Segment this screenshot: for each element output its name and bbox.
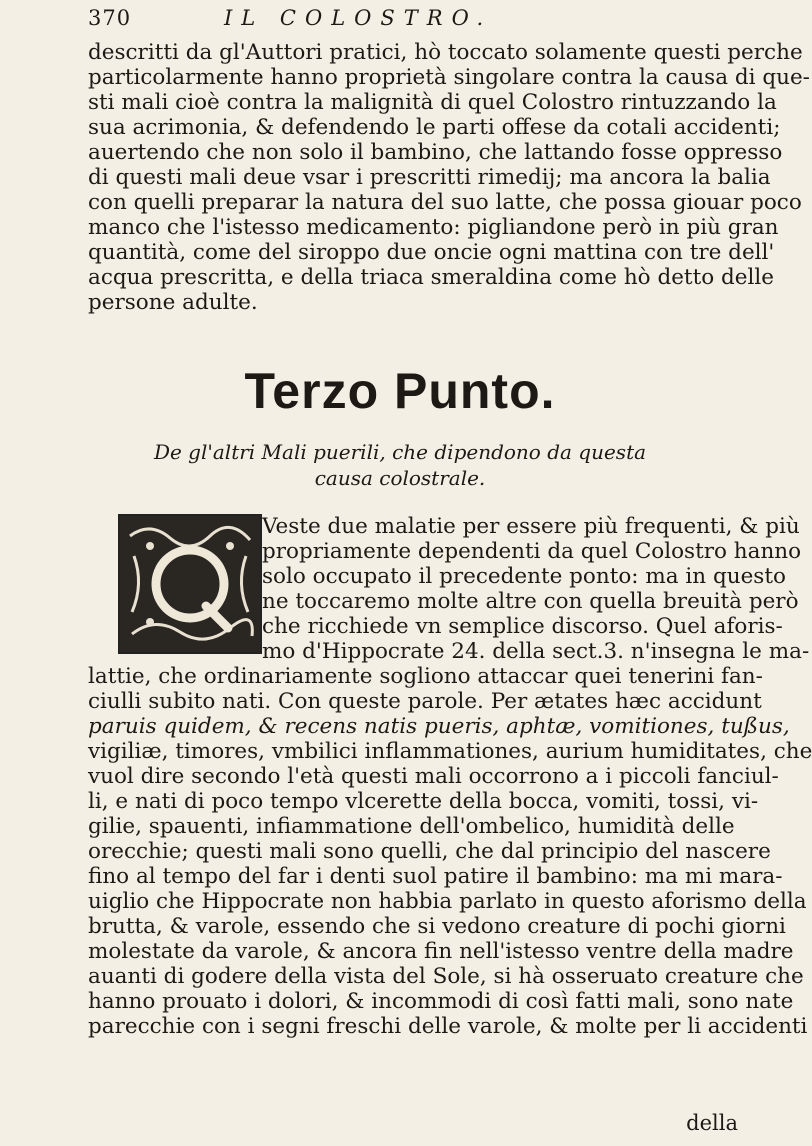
text-line: hanno prouato i dolori, & incommodi di così fatti mali, sono nate	[88, 989, 794, 1014]
text-line: orecchie; questi mali sono quelli, che dal principio del nascere	[88, 839, 771, 864]
text-line: ne toccaremo molte altre con quella breuità però	[262, 589, 799, 614]
text-line: gilie, spauenti, infiammatione dell'ombelico, humidità delle	[88, 814, 735, 839]
text-line: paruis quidem, & recens natis pueris, aphtæ, vomitiones, tußus,	[88, 714, 790, 739]
decorated-initial	[118, 514, 262, 654]
text-line: particolarmente hanno proprietà singolare contra la causa di que-	[88, 65, 810, 90]
section-subtitle: causa colostrale.	[314, 466, 486, 490]
page-header	[88, 6, 728, 36]
text-line: fino al tempo del far i denti suol patire il bambino: ma mi mara-	[88, 864, 783, 889]
text-line: uiglio che Hippocrate non habbia parlato in questo aforismo della	[88, 889, 807, 914]
text-line: Veste due malatie per essere più frequenti, & più	[262, 514, 800, 539]
text-line: li, e nati di poco tempo vlcerette della bocca, vomiti, tossi, vi-	[88, 789, 759, 814]
text-line: quantità, come del siroppo due oncie ogni mattina con tre dell'	[88, 240, 775, 265]
text-line: molestate da varole, & ancora fin nell'istesso ventre della madre	[88, 939, 794, 964]
catchword: della	[686, 1111, 738, 1135]
text-line: di questi mali deue vsar i prescritti rimedij; ma ancora la balia	[88, 165, 771, 190]
text-line: auertendo che non solo il bambino, che lattando fosse oppresso	[88, 140, 783, 165]
text-line: acqua prescritta, e della triaca smeraldina come hò detto delle	[88, 265, 774, 290]
running-title: IL COLOSTRO.	[224, 6, 493, 30]
text-line: persone adulte.	[88, 290, 258, 315]
ornament-icon	[120, 516, 260, 652]
text-line: descritti da gl'Auttori pratici, hò toccato solamente questi perche	[88, 40, 803, 65]
text-line: brutta, & varole, essendo che si vedono creature di pochi giorni	[88, 914, 786, 939]
text-line: parecchie con i segni freschi delle varole, & molte per li accidenti	[88, 1014, 808, 1039]
text-line: ciulli subito nati. Con queste parole. Per ætates hæc accidunt	[88, 689, 762, 714]
text-line: mo d'Hippocrate 24. della sect.3. n'insegna le ma-	[262, 639, 810, 664]
text-line: vuol dire secondo l'età questi mali occorrono a i piccoli fanciul-	[88, 764, 779, 789]
text-line: solo occupato il precedente ponto: ma in questo	[262, 564, 786, 589]
page-number: 370	[88, 6, 132, 30]
text-line: sti mali cioè contra la malignità di quel Colostro rintuzzando la	[88, 90, 777, 115]
section-subtitle: De gl'altri Mali puerili, che dipendono da questa	[153, 440, 647, 464]
text-line: propriamente dependenti da quel Colostro hanno	[262, 539, 802, 564]
text-line: vigiliæ, timores, vmbilici inflammationes, aurium humiditates, che	[88, 739, 812, 764]
section-title: Terzo Punto.	[244, 363, 556, 419]
text-line: con quelli preparar la natura del suo latte, che possa giouar poco	[88, 190, 802, 215]
text-line: manco che l'istesso medicamento: pigliandone però in più gran	[88, 215, 779, 240]
text-line: che ricchiede vn semplice discorso. Quel aforis-	[262, 614, 783, 639]
text-line: lattie, che ordinariamente sogliono attaccar quei tenerini fan-	[88, 664, 763, 689]
text-line: sua acrimonia, & defendendo le parti offese da cotali accidenti;	[88, 115, 781, 140]
text-line: auanti di godere della vista del Sole, si hà osseruato creature che	[88, 964, 804, 989]
